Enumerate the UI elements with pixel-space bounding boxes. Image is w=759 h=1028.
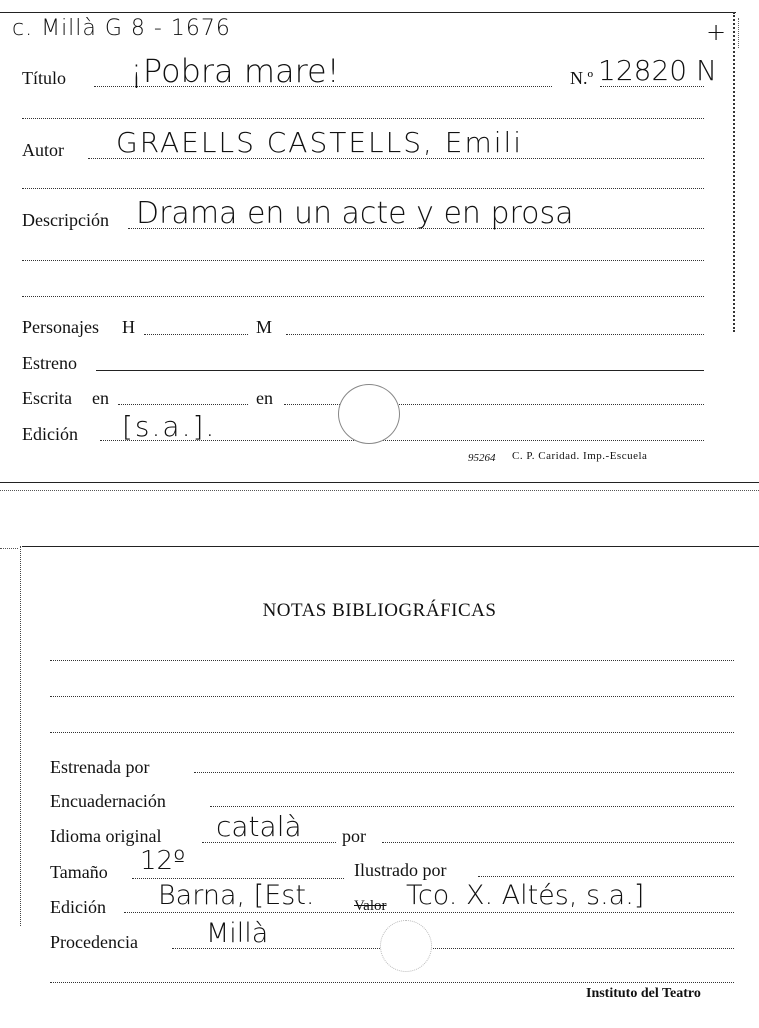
por-line (382, 842, 734, 843)
autor-line-2 (22, 188, 704, 189)
card-separator (0, 490, 759, 491)
personajes-label: Personajes (22, 317, 99, 337)
ilustrado-label: Ilustrado por (354, 860, 447, 880)
edicion-label: Edición (22, 424, 78, 444)
ilustrado-line (478, 876, 734, 877)
por-label: por (342, 826, 366, 846)
titulo-label: Título (22, 68, 66, 88)
notas-line-3 (50, 732, 734, 733)
estreno-label: Estreno (22, 353, 77, 373)
autor-value: GRAELLS CASTELLS, Emili (116, 126, 524, 159)
plus-mark: + (706, 18, 727, 46)
tamano-label: Tamaño (50, 862, 108, 882)
h-label: H (122, 317, 135, 337)
estrenada-label: Estrenada por (50, 757, 150, 777)
printer-number: 95264 (468, 452, 496, 464)
procedencia-value: Millà (206, 918, 269, 949)
edicion-value: [s.a.]. (122, 410, 217, 443)
punch-hole-circle (338, 384, 400, 444)
encuadernacion-line (210, 806, 734, 807)
escrita-line (118, 404, 248, 405)
estreno-line (96, 370, 704, 371)
escrita-label: Escrita (22, 388, 72, 408)
valor-label: Valor (354, 898, 387, 914)
notas-line-1 (50, 660, 734, 661)
tamano-value: 12º (140, 846, 186, 876)
idioma-value: català (216, 810, 302, 843)
idioma-label: Idioma original (50, 826, 162, 846)
card1-bottom-border (0, 482, 759, 483)
h-line (144, 334, 248, 335)
estrenada-line (194, 772, 734, 773)
titulo-value: ¡Pobra mare! (130, 52, 340, 90)
encuadernacion-label: Encuadernación (50, 791, 166, 811)
autor-label: Autor (22, 140, 64, 160)
edicion2-value-2: Tco. X. Altés, s.a.] (406, 880, 645, 911)
card2-top-border (22, 546, 759, 547)
card2-edge-mark (0, 548, 18, 564)
descripcion-label: Descripción (22, 210, 109, 230)
descripcion-line-2 (22, 260, 704, 261)
punch-hole-circle-2 (380, 920, 432, 972)
catalog-number-note: c. Millà G 8 - 1676 (12, 16, 231, 41)
tamano-line (132, 878, 344, 879)
card2-bottom-line (50, 982, 734, 983)
edicion2-value: Barna, [Est. (158, 880, 315, 911)
card1-top-border (0, 12, 736, 13)
notas-line-2 (50, 696, 734, 697)
titulo-line-2 (22, 118, 704, 119)
institute-footer: Instituto del Teatro (586, 986, 701, 1001)
descripcion-value: Drama en un acte y en prosa (136, 196, 574, 231)
card1-right-border (733, 12, 735, 332)
procedencia-label: Procedencia (50, 932, 138, 952)
m-label: M (256, 317, 273, 337)
edicion2-line (124, 912, 734, 913)
en-label: en (256, 388, 273, 408)
notas-heading: NOTAS BIBLIOGRÁFICAS (262, 600, 497, 621)
numero-label: N.º (570, 68, 594, 88)
edicion2-label: Edición (50, 897, 106, 917)
descripcion-line-3 (22, 296, 704, 297)
escrita-en-label: en (92, 388, 109, 408)
numero-value: 12820 N (598, 54, 717, 87)
m-line (286, 334, 704, 335)
card1-edge-mark (738, 18, 756, 48)
printer-name: C. P. Caridad. Imp.-Escuela (512, 450, 648, 462)
